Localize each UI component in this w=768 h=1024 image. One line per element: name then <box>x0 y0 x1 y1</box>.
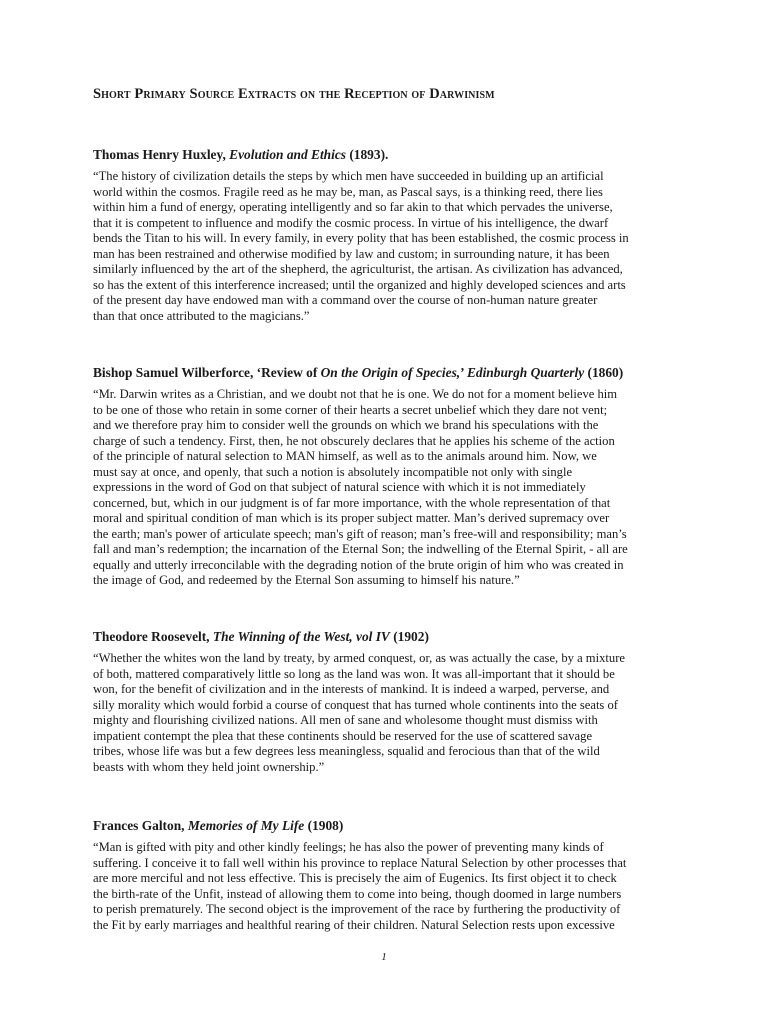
extract-quote <box>93 651 678 775</box>
quote-line: mighty and flourishing civilized nations. All men of sane and wholesome thought must dismiss with <box>93 713 598 727</box>
quote-line: similarly influenced by the art of the shepherd, the agriculturist, the artisan. As civilization has advanced, <box>93 262 623 276</box>
quote-line: of the principle of natural selection to MAN himself, as well as to the animals around him. Now, we <box>93 449 597 463</box>
extract-author: Frances Galton, <box>93 818 188 833</box>
extract-galton <box>93 817 678 933</box>
quote-line: of the present day have endowed man with a command over the course of non-human nature greater <box>93 293 598 307</box>
extract-heading <box>93 146 678 164</box>
quote-line: won, for the benefit of civilization and in the interests of mankind. It is indeed a warped, perverse, and <box>93 682 610 696</box>
quote-line: “The history of civilization details the steps by which men have succeeded in building up an artificial <box>93 169 604 183</box>
quote-line: bends the Titan to his will. In every family, in every polity that has been established, the cosmic process in <box>93 231 629 245</box>
extract-heading <box>93 364 678 382</box>
extract-quote <box>93 169 678 324</box>
extract-work-title: The Winning of the West, vol IV <box>212 629 390 644</box>
quote-line: moral and spiritual condition of man which is its proper subject matter. Man’s derived supremacy over <box>93 511 610 525</box>
quote-line: “Man is gifted with pity and other kindly feelings; he has also the power of preventing many kinds of <box>93 840 604 854</box>
quote-line: the earth; man's power of articulate speech; man's gift of reason; man’s free-will and responsibility; man’s <box>93 526 627 541</box>
quote-line: suffering. I conceive it to fall well within his province to replace Natural Selection by other processes that <box>93 855 627 870</box>
quote-line: that it is competent to influence and modify the cosmic process. In virtue of his intelligence, the dwarf <box>93 215 609 230</box>
extract-work-title: Memories of My Life <box>187 818 305 833</box>
quote-line: the image of God, and redeemed by the Eternal Son assuming to himself his nature.” <box>93 573 520 587</box>
quote-line: within him a fund of energy, operating intelligently and so far akin to that which pervades the universe, <box>93 200 613 214</box>
extract-author: Theodore Roosevelt, <box>93 629 213 644</box>
quote-line: of both, mattered comparatively little so long as the land was won. It was all-important that it should be <box>93 666 615 681</box>
quote-line: the birth-rate of the Unfit, instead of allowing them to come into being, though doomed in large numbers <box>93 886 622 901</box>
extract-date: (1902) <box>389 629 429 644</box>
extract-roosevelt <box>93 628 678 775</box>
extract-work-title: On the Origin of Species, <box>320 365 461 380</box>
extract-heading <box>93 628 678 646</box>
extract-author: Bishop Samuel Wilberforce, ‘Review of <box>93 365 321 380</box>
extract-work-suffix: ’ <box>460 365 467 380</box>
page-title: Short Primary Source Extracts on the Reception of Darwinism <box>93 86 495 102</box>
quote-line: charge of such a tendency. First, then, he not obscurely declares that he applies his scheme of the action <box>93 433 615 448</box>
quote-line: man has been restrained and otherwise modified by law and custom; in surrounding nature, it has been <box>93 246 610 261</box>
quote-line: “Mr. Darwin writes as a Christian, and we doubt not that he is one. We do not for a moment believe him <box>93 387 618 401</box>
extract-quote <box>93 840 678 933</box>
quote-line: tribes, whose life was but a few degrees less meaningless, squalid and ferocious than that of the wild <box>93 744 600 758</box>
extract-author: Thomas Henry Huxley, <box>93 147 230 162</box>
extract-work-title: Evolution and Ethics <box>229 147 346 162</box>
extract-heading <box>93 817 678 835</box>
quote-line: “Whether the whites won the land by treaty, by armed conquest, or, as was actually the case, by a mixture <box>93 651 625 665</box>
quote-line: silly morality which would forbid a course of conquest that has turned whole continents into the seats of <box>93 697 618 712</box>
extract-quote <box>93 387 678 589</box>
extract-date: (1860) <box>584 365 624 380</box>
quote-line: so has the extent of this interference increased; until the organized and highly developed sciences and arts <box>93 277 626 292</box>
quote-line: impatient contempt the plea that these continents should be reserved for the use of scattered savage <box>93 728 593 743</box>
quote-line: equally and utterly irreconcilable with the degrading notion of the brute origin of him who was created in <box>93 557 624 572</box>
quote-line: fall and man’s redemption; the incarnation of the Eternal Son; the indwelling of the Eternal Spirit, - all are <box>93 542 628 556</box>
extract-date: (1908) <box>304 818 344 833</box>
extract-date: (1893). <box>345 147 389 162</box>
quote-line: than that once attributed to the magicians.” <box>93 308 310 323</box>
page-number: 1 <box>381 951 387 963</box>
extract-source: Edinburgh Quarterly <box>466 365 585 380</box>
quote-line: must say at once, and openly, that such a notion is absolutely incompatible not only with single <box>93 464 573 479</box>
quote-line: the Fit by early marriages and healthful rearing of their children. Natural Selection rests upon excessive <box>93 917 615 932</box>
quote-line: to perish prematurely. The second object is the improvement of the race by furthering the productivity of <box>93 902 621 916</box>
extract-wilberforce <box>93 364 678 589</box>
quote-line: and we therefore pray him to consider well the grounds on which we brand his speculations with the <box>93 418 599 432</box>
quote-line: concerned, but, which in our judgment is of far more importance, with the whole representation of that <box>93 495 611 510</box>
quote-line: to be one of those who retain in some corner of their hearts a secret unbelief which they dare not vent; <box>93 402 608 417</box>
quote-line: are more merciful and not less effective. This is precisely the aim of Eugenics. Its first object it to check <box>93 871 617 885</box>
quote-line: world within the cosmos. Fragile reed as he may be, man, as Pascal says, is a thinking reed, there lies <box>93 184 603 199</box>
quote-line: beasts with whom they held joint ownership.” <box>93 759 325 774</box>
extract-huxley <box>93 146 678 324</box>
quote-line: expressions in the word of God on that subject of natural science with which it is not immediately <box>93 480 586 494</box>
